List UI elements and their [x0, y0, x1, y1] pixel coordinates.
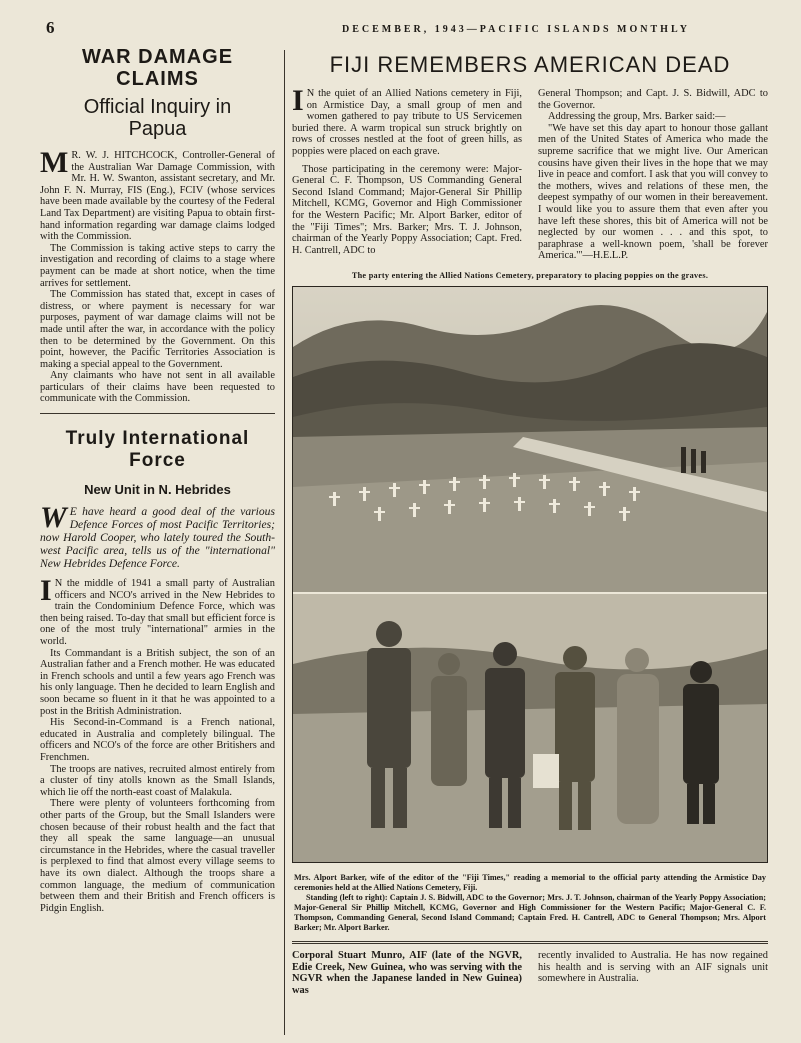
paragraph: The Commission has stated that, except in cases of distress, or where payment is necessary for war purposes, payment of war damage claims will not be made until after the war, in accordance with the policy then to be determined by the Government. On this point, however, the Pacific Territories Association is making a special appeal to the Government.	[40, 289, 275, 370]
paragraph: recently invalided to Australia. He has now regained his health and is serving with an AIF signals unit somewhere in Australia.	[538, 949, 768, 985]
caption-text: Mrs. Alport Barker, wife of the editor of the "Fiji Times," reading a memorial to the official party attending the Armistice Day ceremonies held at the Allied Nations Cemetery, Fiji.	[294, 872, 766, 892]
drop-cap: M	[40, 146, 69, 179]
caption-text: Standing (left to right): Captain J. S. Bidwill, ADC to the Governor; Mrs. J. T. Johnson, chairman of the Yearly Poppy Association; Major-General Sir Phillip Mitchell, KCMG, Governor and High Commissioner for the Western Pacific; Major-General C. F. Thompson, Commanding General, Second Island Command; Captain Fred. H. Cantrell, ADC to General Thompson; Mrs. Alport Barker; Mr. Alport Barker.	[294, 892, 766, 932]
masthead: DECEMBER, 1943—PACIFIC ISLANDS MONTHLY	[342, 24, 690, 35]
photo-caption	[294, 873, 766, 933]
paragraph-text: R. W. J. HITCHCOCK, Controller-General of the Australian War Damage Commission, with Mr. H. W. Swanton, assistant secretary, and Mr. John F. N. Murray, FIS (Eng.), FCIV (whose services have been made available by the courtesy of the Federal Land Tax Department) are visiting Papua to obtain first-hand information regarding war damage claims lodged with the Commission.	[40, 150, 275, 243]
title-line: Force	[129, 450, 186, 472]
paragraph: Its Commandant is a British subject, the son of an Australian father and a French mother. He was educated in French schools and until a few years ago French was his only language. Then he decided to learn English and soon became so fluent in it that he was appointed to a post in the British Administration.	[40, 647, 275, 717]
column-rule	[284, 50, 285, 1035]
paragraph: General Thompson; and Capt. J. S. Bidwill, ADC to the Governor.	[538, 88, 768, 111]
drop-cap: I	[40, 574, 52, 608]
article-separator	[40, 413, 275, 414]
right-column	[292, 52, 768, 1037]
text-column	[292, 950, 522, 996]
subtitle-line: Papua	[128, 118, 187, 140]
article-title: FIJI REMEMBERS AMERICAN DEAD	[329, 52, 731, 77]
paragraph: "We have set this day apart to honour those gallant men of the United States of America who made the supreme sacrifice that we might live. Our American cousins have given their lives in the hope that we may live in peace and comfort. I ask that you will convey to the mothers, wives and relations of these men, the deepest sympathy of our women in their bereavement. I would like you to assure them that even after you have left these shores, this bit of America will not be neglected by our women . . . and this spot, to paraphrase a well-known poem, 'shall be forever America.'"—H.E.L.P.	[538, 122, 768, 262]
paragraph: The Commission is taking active steps to carry the investigation and recording of claims to a stage where payment can be made at short notice, when the time arrives for settlement.	[40, 242, 275, 289]
paragraph-text: N the middle of 1941 a small party of Australian officers and NCO's arrived in the New Hebrides to train the Condominium Defence Force, which was then being raised. To-day that small but efficient force is one of the most truly "international" armies in the world.	[40, 578, 275, 648]
war-damage-article	[40, 46, 275, 405]
paragraph: The troops are natives, recruited almost entirely from a cluster of tiny atolls known as the Small Islands, which lie off the north-east coast of Malakula.	[40, 763, 275, 798]
article-title	[40, 428, 275, 472]
paragraph	[40, 574, 275, 648]
cemetery-photo	[292, 286, 768, 863]
memorial-group-photo	[293, 592, 767, 862]
article-subtitle	[40, 96, 275, 140]
drop-cap: I	[292, 84, 304, 117]
subtitle-line: Official Inquiry in	[83, 96, 232, 118]
paragraph: Addressing the group, Mrs. Barker said:—	[548, 111, 726, 123]
paragraph: His Second-in-Command is a French national, educated in Australia and completely bilingual. The officers and NCO's of the force are other Britishers and Frenchmen.	[40, 717, 275, 763]
paragraph	[40, 146, 275, 243]
title-line: Truly International	[65, 428, 250, 450]
intro-paragraph	[40, 501, 275, 571]
paragraph-text: N the quiet of an Allied Nations cemetery in Fiji, on Armistice Day, a small group of men and women gathered to pay tribute to US Servicemen buried there. A warm tropical sun struck brightly on rows of crosses nestled at the foot of green hills, as poppies were placed on each grave.	[292, 88, 522, 157]
paragraph-text: E have heard a good deal of the various Defence Forces of most Pacific Territories; now Harold Cooper, who lately toured the South-west Pacific area, tells us of the "international" New Hebrides Defence Force.	[40, 505, 275, 571]
left-column	[40, 46, 275, 1036]
drop-cap: W	[40, 501, 67, 535]
page-number: 6	[46, 18, 55, 37]
cemetery-landscape-image	[293, 287, 767, 592]
article-body	[292, 84, 768, 262]
paragraph: Any claimants who have not sent in all available particulars of their claims have been requested to communicate with the Commission.	[40, 370, 275, 405]
page-header	[0, 14, 801, 40]
news-brief-box	[292, 941, 768, 996]
article-subtitle: New Unit in N. Hebrides	[84, 482, 231, 498]
article-title	[40, 46, 275, 90]
paragraph: There were plenty of volunteers forthcoming from other parts of the Group, but the Small Islanders were chosen because of their robust health and the fact that they all speak the same language—an unusual circumstance in the Hebrides, where the casual traveller is perplexed to find that almost every village seems to have its own dialect. Although the troops share a common language, the medium of communication between them and their British and French officers is Pidgin English.	[40, 798, 275, 914]
paragraph: Corporal Stuart Munro, AIF (late of the NGVR, Edie Creek, New Guinea, who was serving with the NGVR when the Japanese landed in New Guinea) was	[292, 949, 522, 996]
paragraph: Those participating in the ceremony were: Major-General C. F. Thompson, US Commanding General Second Island Command; Major-General Sir Phillip Mitchell, KCMG, Governor and High Commissioner for the Western Pacific; Mr. Alport Barker, editor of the "Fiji Times"; Mrs. Barker; Mrs. T. J. Johnson, chairman of the Yearly Poppy Association; Capt. Fred. H. Cantrell, ADC to	[292, 163, 522, 256]
title-line: CLAIMS	[116, 68, 199, 90]
paragraph	[292, 84, 522, 158]
text-column	[538, 88, 768, 262]
text-column	[292, 84, 522, 262]
title-line: WAR DAMAGE	[81, 46, 234, 68]
international-force-article	[40, 428, 275, 914]
text-column	[538, 950, 768, 996]
photo-caption: The party entering the Allied Nations Cemetery, preparatory to placing poppies on the graves.	[351, 270, 709, 280]
